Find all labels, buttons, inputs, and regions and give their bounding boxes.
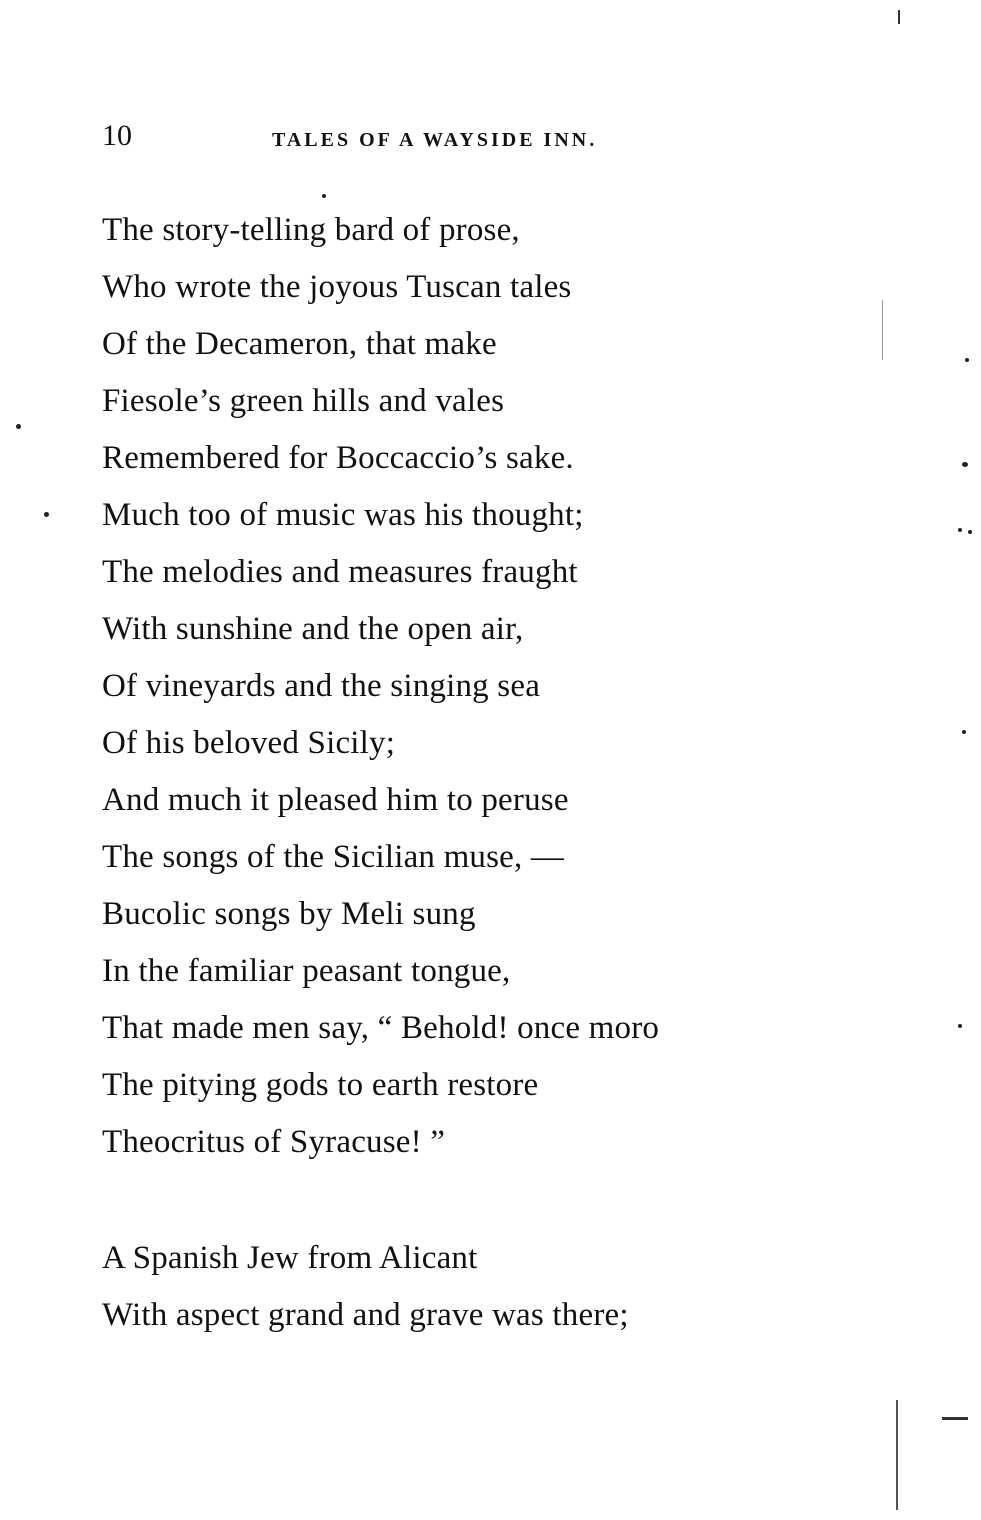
verse-line: Who wrote the joyous Tuscan tales bbox=[102, 269, 572, 305]
scan-speck bbox=[16, 424, 21, 429]
page-number: 10 bbox=[102, 119, 132, 152]
verse-line: Fiesole’s green hills and vales bbox=[102, 383, 505, 419]
verse-line: A Spanish Jew from Alicant bbox=[102, 1240, 478, 1276]
verse-line: Of vineyards and the singing sea bbox=[102, 668, 541, 704]
verse-line: Of the Decameron, that make bbox=[102, 326, 497, 362]
book-title: TALES OF A WAYSIDE INN. bbox=[272, 129, 598, 151]
scan-speck bbox=[44, 512, 49, 517]
scan-speck bbox=[962, 730, 966, 734]
verse-line: And much it pleased him to peruse bbox=[102, 782, 569, 818]
verse-line: With sunshine and the open air, bbox=[102, 611, 524, 647]
scan-speck bbox=[958, 528, 962, 532]
scan-speck bbox=[958, 1024, 962, 1028]
verse-line: Of his beloved Sicily; bbox=[102, 725, 396, 761]
scan-speck bbox=[968, 530, 972, 534]
scan-line bbox=[942, 1417, 968, 1420]
verse-line: In the familiar peasant tongue, bbox=[102, 953, 511, 989]
stanza-1 bbox=[102, 202, 802, 1171]
verse-line: Much too of music was his thought; bbox=[102, 497, 584, 533]
verse-line: The story-telling bard of prose, bbox=[102, 212, 520, 248]
verse-line: Bucolic songs by Meli sung bbox=[102, 896, 476, 932]
scan-speck bbox=[965, 358, 969, 362]
verse-line: The pitying gods to earth restore bbox=[102, 1067, 539, 1103]
stanza-2 bbox=[102, 1230, 802, 1344]
scan-line bbox=[898, 10, 900, 24]
verse-line: Theocritus of Syracuse! ” bbox=[102, 1124, 446, 1160]
scan-speck bbox=[322, 194, 326, 198]
scan-line bbox=[882, 300, 883, 360]
scan-line bbox=[896, 1400, 898, 1510]
verse-line: With aspect grand and grave was there; bbox=[102, 1297, 629, 1333]
running-head bbox=[102, 116, 722, 156]
scan-speck bbox=[962, 462, 968, 467]
verse-line: The songs of the Sicilian muse, — bbox=[102, 839, 565, 875]
verse-line: That made men say, “ Behold! once moro bbox=[102, 1010, 660, 1046]
verse-line: The melodies and measures fraught bbox=[102, 554, 578, 590]
verse-line: Remembered for Boccaccio’s sake. bbox=[102, 440, 574, 476]
